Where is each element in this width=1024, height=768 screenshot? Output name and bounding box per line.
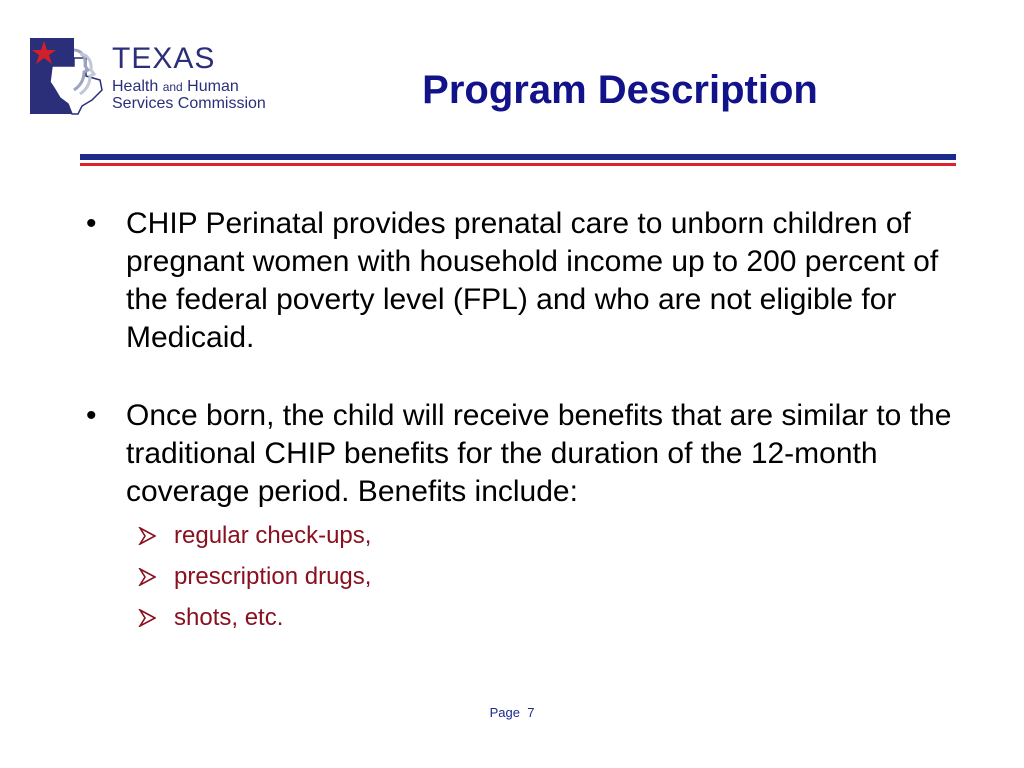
logo-line-1-b: Human — [182, 78, 239, 95]
sub-list-item — [126, 556, 962, 597]
header-rule-red — [80, 163, 956, 166]
arrow-right-icon — [138, 527, 156, 545]
texas-state-profiles-icon — [28, 36, 108, 116]
logo-line-2: Services Commission — [112, 95, 266, 112]
header-rule-blue — [80, 154, 956, 160]
sub-item-text: prescription drugs, — [174, 563, 372, 590]
hhsc-logo — [28, 36, 264, 116]
benefits-sublist — [126, 515, 962, 638]
page-footer — [460, 704, 564, 722]
logo-line-1-and: and — [162, 80, 183, 94]
bullet-symbol: • — [86, 207, 97, 240]
bullet-item — [82, 205, 962, 357]
logo-line-1-a: Health — [112, 78, 163, 95]
bullet-list — [82, 205, 962, 638]
sub-item-text: regular check-ups, — [174, 522, 372, 549]
bullet-item — [82, 397, 962, 638]
logo-wordmark: TEXAS — [112, 42, 216, 75]
bullet-symbol: • — [86, 399, 97, 432]
page-number: 7 — [527, 705, 535, 720]
sub-list-item — [126, 597, 962, 638]
page-label: Page — [489, 705, 520, 720]
sub-list-item — [126, 515, 962, 556]
slide-title: Program Description — [422, 68, 818, 112]
bullet-text: CHIP Perinatal provides prenatal care to unborn children of pregnant women with household income up to 200 percent of the federal poverty level (FPL) and who are not eligible for Medicaid. — [126, 207, 939, 354]
bullet-text: Once born, the child will receive benefits that are similar to the traditional CHIP benefits for the duration of the 12-month coverage period. Benefits include: — [126, 399, 952, 508]
sub-item-text: shots, etc. — [174, 604, 284, 631]
logo-line-1 — [112, 78, 239, 96]
arrow-right-icon — [138, 609, 156, 627]
arrow-right-icon — [138, 568, 156, 586]
